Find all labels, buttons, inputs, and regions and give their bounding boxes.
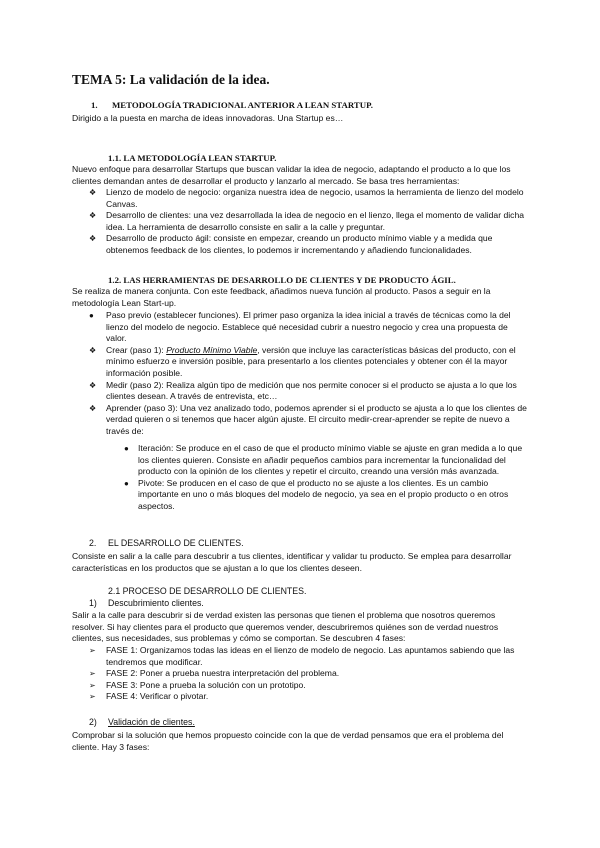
list-item-text: FASE 1: Organizamos todas las ideas en el lienzo de modelo de negocio. Las apuntamos sabiendo que las tendremos que modificar. [106, 645, 515, 667]
diamond-bullet-icon: ❖ [89, 403, 97, 413]
list-item-text: Desarrollo de clientes: una vez desarrollada la idea de negocio en el lienzo, llega el momento de validar dicha idea. La herramienta de desarrollo consiste en salir a la calle y preguntar. [106, 210, 525, 232]
discovery-phases-list [89, 645, 529, 703]
list-item [89, 187, 529, 210]
step-1-paragraph: Salir a la calle para descubrir si de verdad existen las personas que tienen el problema que nosotros queremos resolver. Si hay clientes para el producto que queremos vender, descubriremos quiénes son de verdad nuestros clientes, sus necesidades, sus problemas y cómo se comportan. Se descubren 4 fases: [72, 610, 499, 644]
list-item-text: Medir (paso 2): Realiza algún tipo de medición que nos permite conocer si el producto se ajusta a lo que los clientes desean. A través de entrevista, etc… [106, 379, 517, 402]
list-item-text: FASE 4: Verificar o pivotar. [106, 691, 209, 702]
list-item [89, 210, 529, 233]
list-item-text: Pivote: Se producen en el caso de que el producto no se ajuste a los clientes. Es un cambio importante en uno o más bloques del modelo de negocio, ya sea en el propio producto o en otros aspectos. [138, 477, 509, 511]
step-2-heading [89, 717, 195, 729]
section-1-1-paragraph: Nuevo enfoque para desarrollar Startups que buscan validar la idea de negocio, adaptando el producto a lo que los clientes demandan antes de desarrollar el producto y lanzarlo al mercado. Se basa tres herramientas: [72, 164, 511, 186]
list-item [89, 345, 529, 380]
list-item [89, 645, 529, 668]
list-item [124, 478, 529, 513]
section-1-intro: Dirigido a la puesta en marcha de ideas innovadoras. Una Startup es… [72, 113, 344, 123]
step-1-title: Descubrimiento clientes. [108, 598, 204, 608]
arrow-bullet-icon: ➢ [89, 669, 96, 679]
list-item-text: , versión que incluye las características básicas del producto, con el mínimo esfuerzo e inversión posible, para presentarlo a los clientes potenciales y obtener con él la mayor información posible. [106, 344, 516, 378]
step-1-number: 1) [89, 598, 97, 608]
list-item-text: Paso previo (establecer funciones). El primer paso organiza la idea inicial a través de técnicas como la del lienzo del modelo de negocio. Establece qué necesidad cubrir a nuestro negocio y crea una propuesta de valor. [106, 310, 511, 344]
step-2-number: 2) [89, 717, 97, 727]
diamond-bullet-icon: ❖ [89, 211, 97, 221]
mvp-term: Producto Mínimo Viable [166, 344, 258, 355]
list-item-text: Aprender (paso 3): Una vez analizado todo, podemos aprender si el producto se ajusta a lo que los clientes de verdad quieren o si tenemos que hacer algún ajuste. El circuito medir-crear-aprender se repite de nuevo a través de: [106, 402, 527, 436]
diamond-bullet-icon: ❖ [89, 234, 97, 244]
section-2-title: EL DESARROLLO DE CLIENTES. [108, 538, 244, 548]
section-1-number: 1. [91, 100, 98, 110]
round-bullet-icon: ● [89, 311, 94, 320]
section-2-1-heading: 2.1 PROCESO DE DESARROLLO DE CLIENTES. [108, 586, 307, 596]
round-bullet-icon: ● [124, 478, 129, 488]
section-2-heading [89, 538, 244, 550]
list-item [89, 380, 529, 403]
arrow-bullet-icon: ➢ [89, 646, 96, 655]
list-item-text: FASE 3: Pone a prueba la solución con un prototipo. [106, 679, 306, 690]
section-2-number: 2. [89, 538, 97, 548]
round-bullet-icon: ● [124, 444, 129, 453]
section-2-paragraph: Consiste en salir a la calle para descubrir a tus clientes, identificar y validar tu producto. Se emplea para desarrollar características en los productos que se ajustan a lo que los clientes deseen. [72, 551, 512, 573]
section-1-1-heading: 1.1. LA METODOLOGÍA LEAN STARTUP. [108, 153, 277, 163]
section-1-2-heading: 1.2. LAS HERRAMIENTAS DE DESARROLLO DE CLIENTES Y DE PRODUCTO ÁGIL. [108, 275, 456, 285]
diamond-bullet-icon: ❖ [89, 188, 97, 197]
list-item [89, 691, 529, 703]
list-item-text: Iteración: Se produce en el caso de que el producto mínimo viable se ajuste en gran medida a lo que los clientes quieren. Consiste en añadir pequeños cambios para incrementar la funcionalidad del producto con la opinión de los clientes y repetir el circuito, creando una versión más avanzada. [138, 443, 523, 477]
list-item [89, 310, 529, 345]
list-item-prefix: Crear (paso 1): [106, 344, 167, 355]
step-1-heading [89, 598, 204, 610]
list-item [89, 668, 529, 680]
section-1-title: METODOLOGÍA TRADICIONAL ANTERIOR A LEAN STARTUP. [112, 100, 373, 110]
arrow-bullet-icon: ➢ [89, 680, 96, 690]
section-1-2-paragraph: Se realiza de manera conjunta. Con este feedback, añadimos nueva función al producto. Pasos a seguir en la metodología Lean Start-up. [72, 286, 491, 308]
section-1-heading [91, 100, 373, 110]
list-item [89, 680, 529, 692]
list-item-text: FASE 2: Poner a prueba nuestra interpretación del problema. [106, 668, 340, 679]
arrow-bullet-icon: ➢ [89, 692, 96, 702]
list-item-text: Desarrollo de producto ágil: consiste en empezar, creando un producto mínimo viable y a medida que obtenemos feedback de los clientes, lo podemos ir incrementando y añadiendo funcionalidades. [106, 233, 493, 255]
list-item [89, 233, 529, 256]
step-2-title: Validación de clientes. [108, 717, 195, 727]
list-item [89, 403, 529, 438]
iteration-pivot-list [124, 443, 529, 513]
step-2-paragraph: Comprobar si la solución que hemos propuesto coincide con la que de verdad pensamos que era el problema del cliente. Hay 3 fases: [72, 730, 504, 752]
diamond-bullet-icon: ❖ [89, 380, 97, 390]
lean-steps-list [89, 310, 529, 438]
page-title: TEMA 5: La validación de la idea. [72, 72, 270, 87]
diamond-bullet-icon: ❖ [89, 345, 97, 355]
lean-tools-list [89, 187, 529, 257]
list-item-text: Lienzo de modelo de negocio: organiza nuestra idea de negocio, usamos la herramienta de lienzo del modelo Canvas. [106, 187, 524, 209]
list-item [124, 443, 529, 478]
